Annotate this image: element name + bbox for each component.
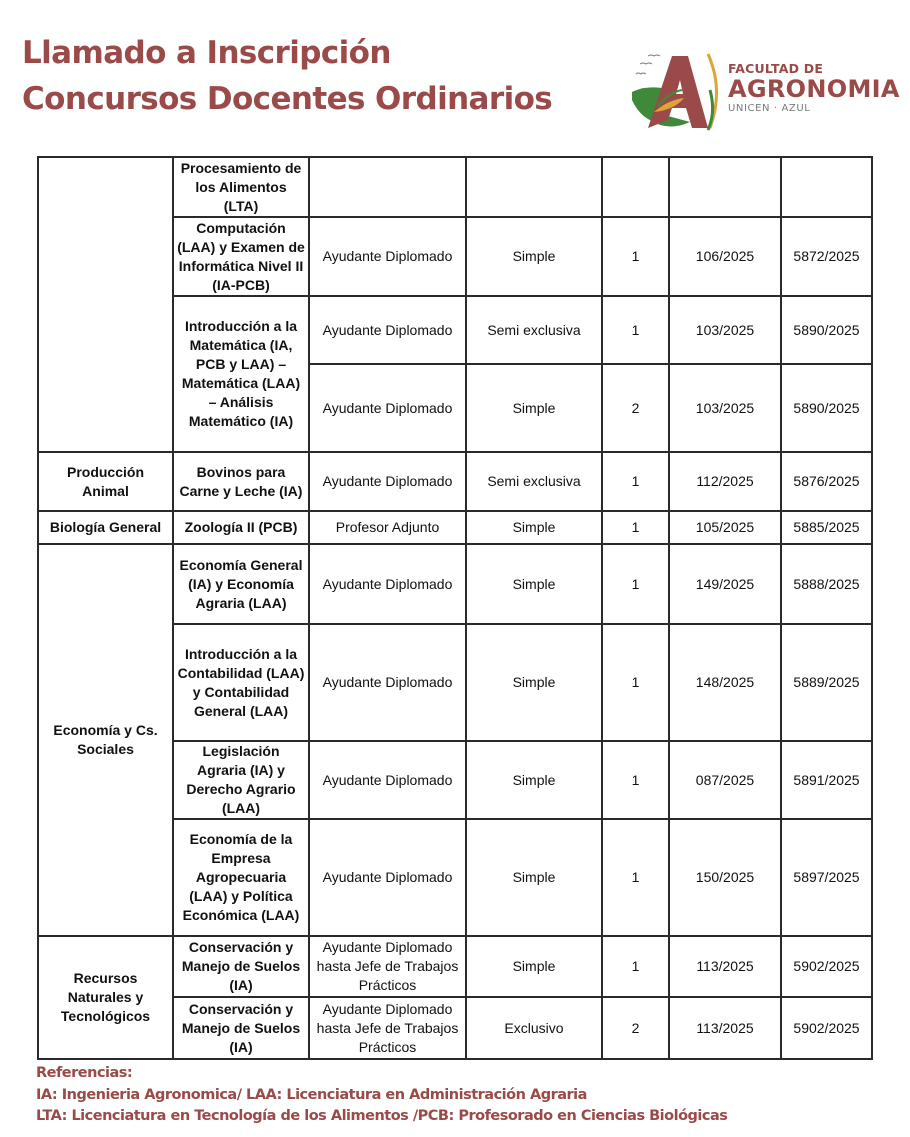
cargo-cell: Profesor Adjunto	[309, 511, 466, 544]
contests-table	[37, 156, 873, 1060]
cargo-cell	[309, 157, 466, 217]
resolucion-cell: 5890/2025	[781, 296, 872, 364]
resolucion-cell: 5872/2025	[781, 217, 872, 296]
subject-cell: Procesamiento de los Alimentos (LTA)	[173, 157, 309, 217]
references-line-1: IA: Ingenieria Agronomica/ LAA: Licenciatura en Administración Agraria	[36, 1086, 587, 1103]
area-cell: Recursos Naturales y Tecnológicos	[38, 936, 173, 1059]
resolucion-cell: 5888/2025	[781, 544, 872, 624]
cargo-cell: Ayudante Diplomado hasta Jefe de Trabajos Prácticos	[309, 997, 466, 1059]
cantidad-cell: 1	[602, 217, 669, 296]
references-line-2: LTA: Licenciatura en Tecnología de los Alimentos /PCB: Profesorado en Ciencias Biológicas	[36, 1108, 728, 1124]
resolucion-cell: 5902/2025	[781, 936, 872, 997]
references-block	[36, 1063, 727, 1128]
dedicacion-cell: Simple	[466, 624, 602, 741]
dedicacion-cell: Semi exclusiva	[466, 452, 602, 511]
subject-cell: Bovinos para Carne y Leche (IA)	[173, 452, 309, 511]
subject-cell: Economía de la Empresa Agropecuaria (LAA) y Política Económica (LAA)	[173, 819, 309, 936]
resolucion-cell	[781, 157, 872, 217]
subject-cell: Zoología II (PCB)	[173, 511, 309, 544]
area-cell: Producción Animal	[38, 452, 173, 511]
dedicacion-cell	[466, 157, 602, 217]
subject-cell: Introducción a la Matemática (IA, PCB y LAA) – Matemática (LAA) – Análisis Matemático (IA)	[173, 296, 309, 452]
cantidad-cell: 1	[602, 544, 669, 624]
expediente-cell: 112/2025	[669, 452, 781, 511]
references-heading: Referencias:	[36, 1065, 133, 1081]
area-cell: Biología General	[38, 511, 173, 544]
expediente-cell: 150/2025	[669, 819, 781, 936]
area-cell: Economía y Cs. Sociales	[38, 544, 173, 936]
cantidad-cell: 2	[602, 364, 669, 452]
expediente-cell: 103/2025	[669, 364, 781, 452]
dedicacion-cell: Simple	[466, 936, 602, 997]
table-row	[38, 452, 872, 511]
cargo-cell: Ayudante Diplomado	[309, 364, 466, 452]
dedicacion-cell: Simple	[466, 511, 602, 544]
title-line-2: Concursos Docentes Ordinarios	[22, 81, 553, 117]
cantidad-cell: 1	[602, 296, 669, 364]
title-line-1: Llamado a Inscripción	[22, 35, 391, 71]
table-row	[38, 544, 872, 624]
expediente-cell: 148/2025	[669, 624, 781, 741]
expediente-cell: 103/2025	[669, 296, 781, 364]
expediente-cell: 113/2025	[669, 936, 781, 997]
logo-line-1: FACULTAD DE	[728, 61, 824, 76]
resolucion-cell: 5889/2025	[781, 624, 872, 741]
resolucion-cell: 5876/2025	[781, 452, 872, 511]
cargo-cell: Ayudante Diplomado	[309, 544, 466, 624]
dedicacion-cell: Simple	[466, 819, 602, 936]
cargo-cell: Ayudante Diplomado	[309, 217, 466, 296]
subject-cell: Conservación y Manejo de Suelos (IA)	[173, 936, 309, 997]
dedicacion-cell: Simple	[466, 217, 602, 296]
dedicacion-cell: Semi exclusiva	[466, 296, 602, 364]
cantidad-cell: 2	[602, 997, 669, 1059]
logo-line-3: UNICEN · AZUL	[728, 103, 811, 114]
cargo-cell: Ayudante Diplomado hasta Jefe de Trabajos Prácticos	[309, 936, 466, 997]
cantidad-cell	[602, 157, 669, 217]
logo-wordmark	[728, 62, 900, 116]
cargo-cell: Ayudante Diplomado	[309, 296, 466, 364]
cargo-cell: Ayudante Diplomado	[309, 819, 466, 936]
area-cell	[38, 157, 173, 452]
resolucion-cell: 5885/2025	[781, 511, 872, 544]
dedicacion-cell: Simple	[466, 741, 602, 819]
expediente-cell: 106/2025	[669, 217, 781, 296]
expediente-cell: 087/2025	[669, 741, 781, 819]
subject-cell: Legislación Agraria (IA) y Derecho Agrario (LAA)	[173, 741, 309, 819]
dedicacion-cell: Exclusivo	[466, 997, 602, 1059]
cargo-cell: Ayudante Diplomado	[309, 452, 466, 511]
dedicacion-cell: Simple	[466, 544, 602, 624]
cantidad-cell: 1	[602, 624, 669, 741]
expediente-cell: 149/2025	[669, 544, 781, 624]
faculty-logo-emblem-icon	[628, 50, 728, 132]
expediente-cell: 113/2025	[669, 997, 781, 1059]
table-row	[38, 936, 872, 997]
resolucion-cell: 5902/2025	[781, 997, 872, 1059]
faculty-logo	[628, 50, 900, 132]
subject-cell: Economía General (IA) y Economía Agraria (LAA)	[173, 544, 309, 624]
resolucion-cell: 5890/2025	[781, 364, 872, 452]
cantidad-cell: 1	[602, 511, 669, 544]
dedicacion-cell: Simple	[466, 364, 602, 452]
cargo-cell: Ayudante Diplomado	[309, 624, 466, 741]
cantidad-cell: 1	[602, 819, 669, 936]
cargo-cell: Ayudante Diplomado	[309, 741, 466, 819]
cantidad-cell: 1	[602, 741, 669, 819]
table-row	[38, 157, 872, 217]
subject-cell: Conservación y Manejo de Suelos (IA)	[173, 997, 309, 1059]
table-row	[38, 511, 872, 544]
resolucion-cell: 5897/2025	[781, 819, 872, 936]
page-title	[22, 30, 552, 122]
subject-cell: Computación (LAA) y Examen de Informática Nivel II (IA-PCB)	[173, 217, 309, 296]
logo-line-2: AGRONOMIA	[728, 75, 900, 103]
expediente-cell	[669, 157, 781, 217]
cantidad-cell: 1	[602, 936, 669, 997]
expediente-cell: 105/2025	[669, 511, 781, 544]
subject-cell: Introducción a la Contabilidad (LAA) y Contabilidad General (LAA)	[173, 624, 309, 741]
resolucion-cell: 5891/2025	[781, 741, 872, 819]
cantidad-cell: 1	[602, 452, 669, 511]
